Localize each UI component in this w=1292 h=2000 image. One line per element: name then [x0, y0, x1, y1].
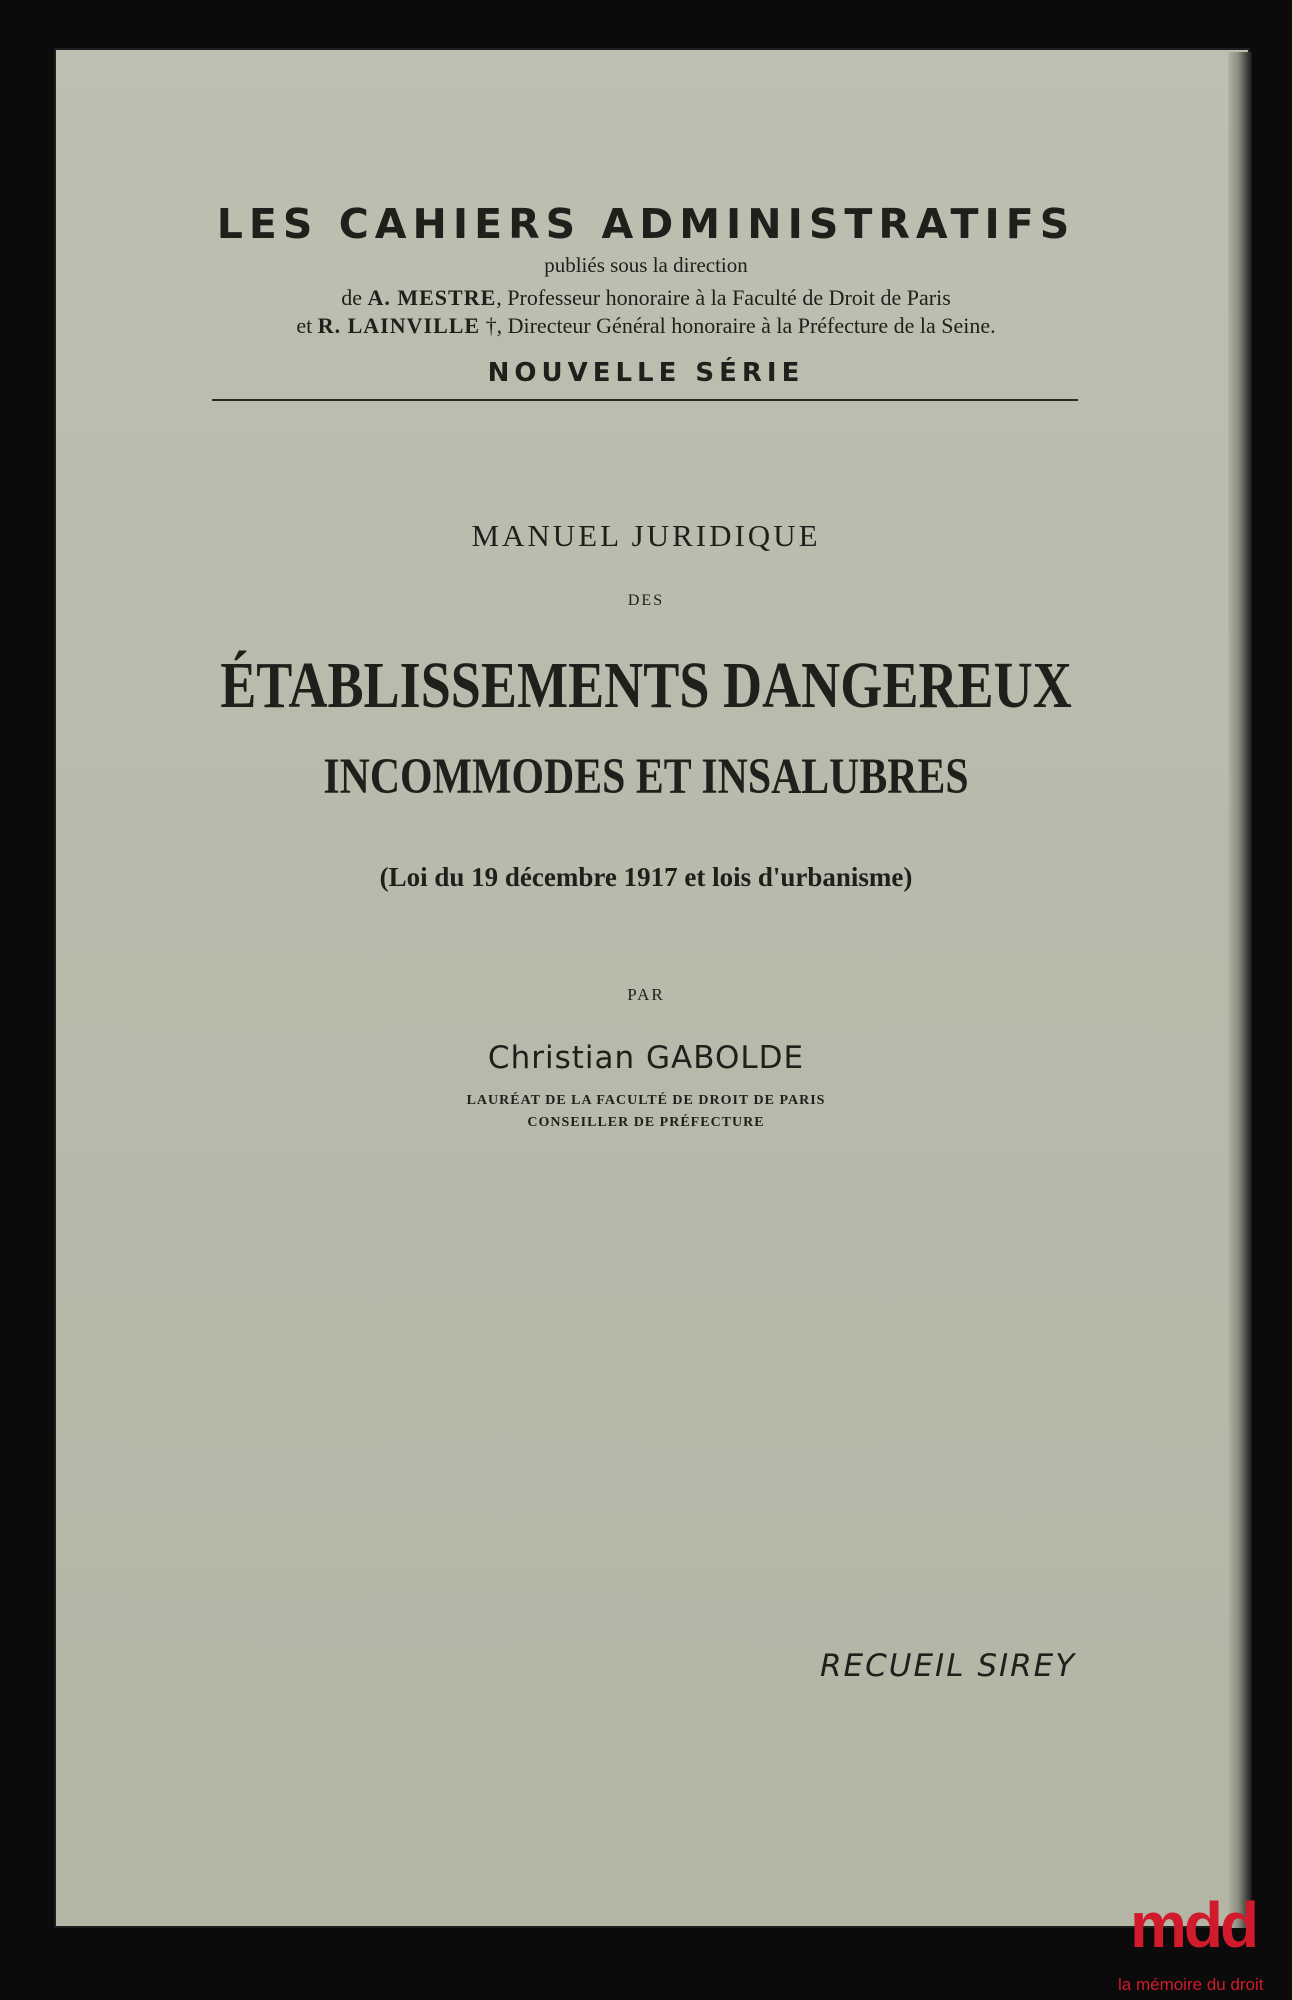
- editor-prefix: de: [341, 285, 362, 310]
- series-subtitle: NOUVELLE SÉRIE: [487, 358, 805, 388]
- editor-line-lainville: [0, 313, 1292, 339]
- series-title: LES CAHIERS ADMINISTRATIFS: [216, 200, 1076, 248]
- author-title-councillor: CONSEILLER DE PRÉFECTURE: [527, 1115, 765, 1130]
- direction-line: publiés sous la direction: [544, 253, 748, 277]
- book-kicker: MANUEL JURIDIQUE: [471, 518, 821, 553]
- mdd-logo: mdd: [1130, 1889, 1257, 1961]
- law-reference: (Loi du 19 décembre 1917 et lois d'urbanisme): [379, 862, 913, 892]
- book-subtitle: INCOMMODES ET INSALUBRES: [323, 749, 969, 805]
- divider-rule: [212, 399, 1078, 401]
- publisher-name: RECUEIL SIREY: [820, 1648, 1077, 1684]
- editor-line-mestre: [0, 285, 1292, 311]
- author-title-laureate: LAURÉAT DE LA FACULTÉ DE DROIT DE PARIS: [466, 1093, 826, 1108]
- editor-prefix: et: [296, 313, 313, 338]
- mdd-tagline: la mémoire du droit: [1118, 1975, 1264, 1994]
- author-name: Christian GABOLDE: [487, 1040, 805, 1076]
- by-label: PAR: [627, 985, 665, 1004]
- editor-name: R. LAINVILLE: [317, 313, 481, 338]
- title-connector: DES: [627, 592, 665, 609]
- editor-name: A. MESTRE: [367, 285, 497, 310]
- editor-role: , Professeur honoraire à la Faculté de Droit de Paris: [496, 285, 951, 310]
- book-title: ÉTABLISSEMENTS DANGEREUX: [220, 649, 1072, 722]
- editor-role: †, Directeur Général honoraire à la Préfecture de la Seine.: [480, 313, 996, 338]
